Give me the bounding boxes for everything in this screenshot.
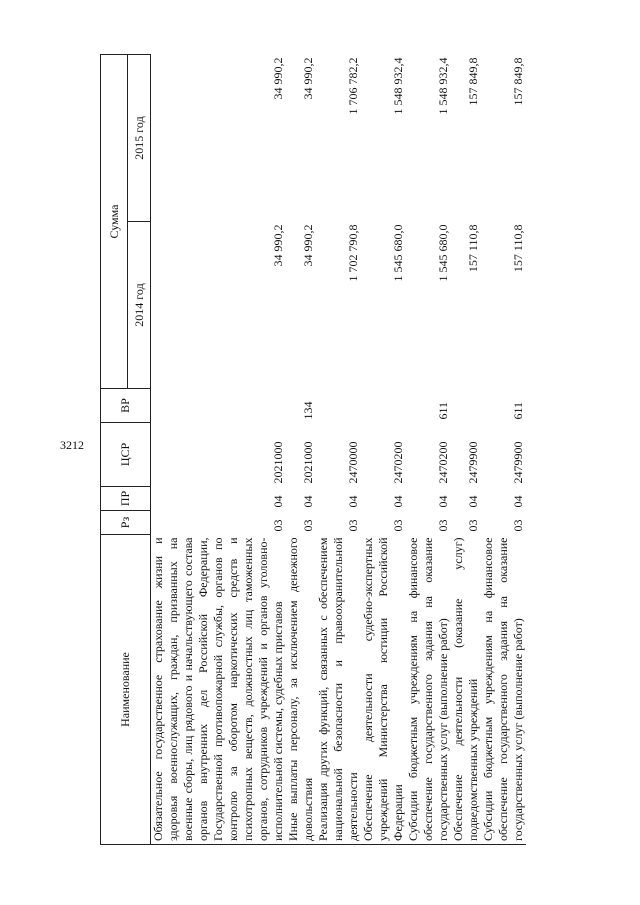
header-vr: ВР: [101, 389, 151, 423]
row-sum-2014: 1 702 790,8: [346, 224, 360, 282]
row-name: Иные выплаты персоналу, за исключением денежного довольствия: [286, 535, 316, 845]
table-row: [151, 54, 287, 844]
header-name: Наименование: [101, 535, 151, 845]
row-name: Обеспечение деятельности (оказание услуг) подведомственных учреждений: [451, 535, 481, 845]
table-row: [316, 54, 361, 844]
table-row: [451, 54, 481, 844]
row-vr: 611: [436, 401, 450, 420]
header-sum: Сумма: [101, 54, 128, 388]
row-name: Субсидии бюджетным учреждениям на финансовое обеспечение государственного задания на оказание государственных услуг (выполнение работ): [481, 535, 526, 845]
row-vr: [151, 389, 287, 423]
row-rz: 03: [301, 519, 315, 532]
budget-table: [100, 54, 526, 845]
row-sum-2014: 34 990,2: [271, 224, 285, 267]
rotated-page: [60, 55, 575, 845]
row-csr: 2479900: [511, 441, 525, 484]
row-vr: 611: [511, 401, 525, 420]
row-csr: 2470200: [436, 441, 450, 484]
row-sum-2015: 157 849,8: [511, 57, 525, 106]
row-vr: [316, 389, 361, 423]
row-pr: 04: [346, 495, 360, 508]
row-sum-2015: 1 548 932,4: [391, 57, 405, 115]
row-csr: 2470200: [391, 441, 405, 484]
row-sum-2014: 1 545 680,0: [436, 224, 450, 282]
table-row: [361, 54, 406, 844]
row-csr: 2479900: [466, 441, 480, 484]
row-sum-2014: 1 545 680,0: [391, 224, 405, 282]
row-pr: 04: [271, 495, 285, 508]
header-year-2014: 2014 год: [128, 222, 151, 389]
row-vr: 134: [301, 401, 315, 420]
row-rz: 03: [511, 519, 525, 532]
row-sum-2015: 1 548 932,4: [436, 57, 450, 115]
row-name: Обеспечение деятельности судебно-экспертных учреждений Министерства юстиции Российской Федерации: [361, 535, 406, 845]
table-row: [481, 54, 526, 844]
row-rz: 03: [391, 519, 405, 532]
row-csr: 2470000: [346, 441, 360, 484]
header-pr: ПР: [101, 487, 151, 511]
row-sum-2014: 34 990,2: [301, 224, 315, 267]
row-pr: 04: [466, 495, 480, 508]
row-pr: 04: [391, 495, 405, 508]
row-rz: 03: [346, 519, 360, 532]
row-rz: 03: [436, 519, 450, 532]
row-csr: 2021000: [271, 441, 285, 484]
row-sum-2015: 34 990,2: [301, 57, 315, 100]
row-pr: 04: [436, 495, 450, 508]
page-number: 3212: [60, 438, 84, 452]
row-sum-2014: 157 110,8: [466, 224, 480, 273]
header-year-2015: 2015 год: [128, 54, 151, 221]
row-name: Реализация других функций, связанных с обеспечением национальной безопасности и правоохранительной деятельности: [316, 535, 361, 845]
row-rz: 03: [271, 519, 285, 532]
row-csr: 2021000: [301, 441, 315, 484]
row-rz: 03: [466, 519, 480, 532]
header-csr: ЦСР: [101, 423, 151, 487]
row-sum-2014: 157 110,8: [511, 224, 525, 273]
header-rz: Рз: [101, 511, 151, 535]
row-sum-2015: 1 706 782,2: [346, 57, 360, 115]
row-pr: 04: [511, 495, 525, 508]
row-name: Обязательное государственное страхование жизни и здоровья военнослужащих, граждан, призванных на военные сборы, лиц рядового и начальствующего состава органов внутренних дел Российской Федерации, Государственной противопожарной службы, органов по контролю за оборотом наркотических средств и психотропных веществ, должностных лиц таможенных органов, сотрудников учреждений и органов уголовно-исполнительной системы, судебных приставов: [151, 535, 287, 845]
row-vr: [451, 389, 481, 423]
row-name: Субсидии бюджетным учреждениям на финансовое обеспечение государственного задания на оказание государственных услуг (выполнение работ): [406, 535, 451, 845]
table-row: [406, 54, 451, 844]
row-sum-2015: 34 990,2: [271, 57, 285, 100]
row-vr: [361, 389, 406, 423]
row-sum-2015: 157 849,8: [466, 57, 480, 106]
table-row: [286, 54, 316, 844]
row-pr: 04: [301, 495, 315, 508]
